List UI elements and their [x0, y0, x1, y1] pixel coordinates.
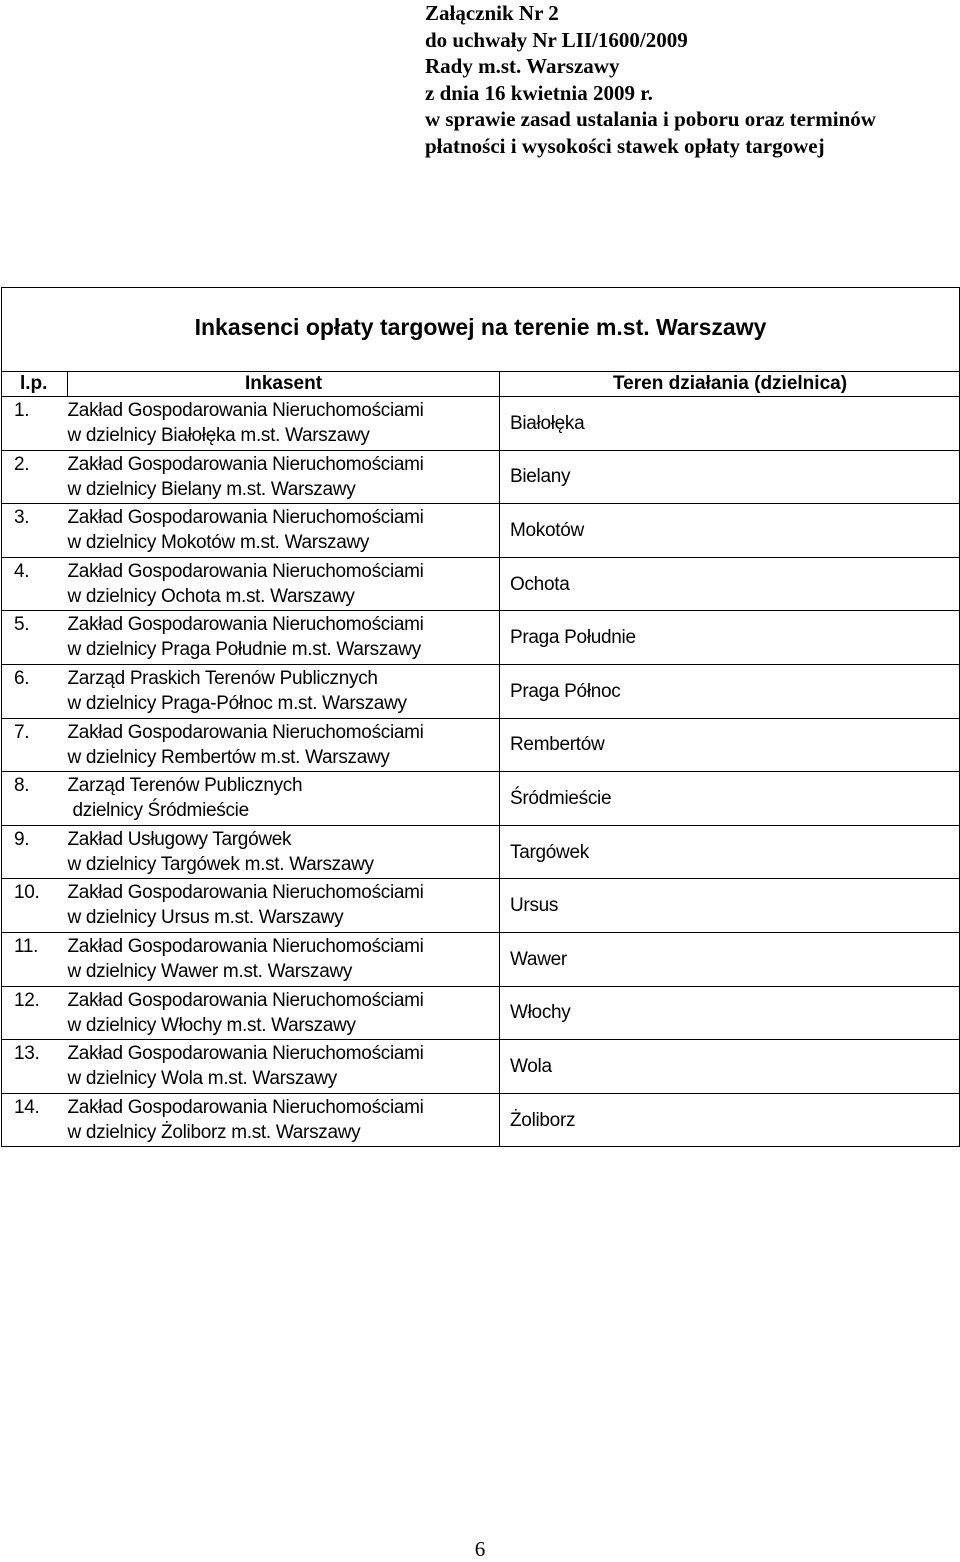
- table-title-row: [2, 288, 960, 372]
- table-row: [2, 504, 960, 558]
- table-row: [2, 557, 960, 611]
- row-number: 7.: [2, 718, 68, 772]
- column-header-teren: Teren działania (dzielnica): [500, 372, 960, 397]
- header-line: płatności i wysokości stawek opłaty targowej: [425, 133, 825, 158]
- header-line: Załącznik Nr 2: [425, 1, 559, 25]
- table-row: [2, 611, 960, 665]
- row-inkasent: [68, 1040, 500, 1094]
- row-teren: Wawer: [500, 932, 960, 986]
- row-number: 8.: [2, 772, 68, 826]
- table-header-row: [2, 372, 960, 397]
- inkasent-name-line: Zarząd Terenów Publicznych: [67, 775, 303, 797]
- header-line: Rady m.st. Warszawy: [425, 54, 620, 78]
- row-teren: Praga Północ: [500, 664, 960, 718]
- row-number: 13.: [2, 1040, 68, 1094]
- inkasent-district-line: w dzielnicy Bielany m.st. Warszawy: [67, 478, 356, 500]
- row-number: 5.: [2, 611, 68, 665]
- inkasent-name-line: Zakład Usługowy Targówek: [67, 828, 292, 850]
- row-inkasent: [68, 932, 500, 986]
- inkasent-name-line: Zarząd Praskich Terenów Publicznych: [67, 667, 378, 689]
- row-inkasent: [68, 772, 500, 826]
- row-number: 9.: [2, 825, 68, 879]
- row-teren: Włochy: [500, 986, 960, 1040]
- row-inkasent: [68, 986, 500, 1040]
- inkasent-name-line: Zakład Gospodarowania Nieruchomościami: [67, 935, 424, 957]
- inkasent-district-line: w dzielnicy Praga Południe m.st. Warszawy: [67, 639, 421, 661]
- row-inkasent: [68, 664, 500, 718]
- column-header-inkasent: Inkasent: [68, 372, 500, 397]
- table-row: [2, 1093, 960, 1147]
- table-title-cell: [2, 288, 960, 372]
- inkasent-name-line: Zakład Gospodarowania Nieruchomościami: [67, 400, 424, 421]
- table-row: [2, 986, 960, 1040]
- table-row: [2, 879, 960, 933]
- table-row: [2, 1040, 960, 1094]
- inkasent-district-line: w dzielnicy Wawer m.st. Warszawy: [67, 960, 353, 982]
- row-number: 4.: [2, 557, 68, 611]
- row-teren: Ochota: [500, 557, 960, 611]
- inkasent-district-line: w dzielnicy Ursus m.st. Warszawy: [67, 907, 344, 929]
- row-inkasent: [68, 557, 500, 611]
- inkasent-district-line: w dzielnicy Targówek m.st. Warszawy: [67, 853, 374, 875]
- row-inkasent: [68, 879, 500, 933]
- row-inkasent: [68, 450, 500, 504]
- row-teren: Bielany: [500, 450, 960, 504]
- inkasent-district-line: w dzielnicy Żoliborz m.st. Warszawy: [67, 1121, 361, 1143]
- header-line: do uchwały Nr LII/1600/2009: [425, 27, 688, 52]
- inkasent-district-line: w dzielnicy Białołęka m.st. Warszawy: [67, 425, 370, 446]
- row-number: 6.: [2, 664, 68, 718]
- inkasent-name-line: Zakład Gospodarowania Nieruchomościami: [67, 453, 424, 475]
- inkasent-district-line: w dzielnicy Praga-Północ m.st. Warszawy: [67, 692, 407, 714]
- table-row: [2, 825, 960, 879]
- header-line: z dnia 16 kwietnia 2009 r.: [425, 80, 653, 105]
- document-header: [425, 0, 876, 159]
- page-number: 6: [474, 1537, 486, 1561]
- row-number: 14.: [2, 1093, 68, 1147]
- row-inkasent: [68, 504, 500, 558]
- row-inkasent: [68, 718, 500, 772]
- row-number: 12.: [2, 986, 68, 1040]
- row-number: 11.: [2, 932, 68, 986]
- row-teren: Rembertów: [500, 718, 960, 772]
- inkasent-district-line: dzielnicy Śródmieście: [67, 800, 249, 822]
- inkasent-name-line: Zakład Gospodarowania Nieruchomościami: [67, 989, 424, 1011]
- row-inkasent: [68, 397, 500, 451]
- inkasent-name-line: Zakład Gospodarowania Nieruchomościami: [67, 882, 424, 904]
- inkasent-name-line: Zakład Gospodarowania Nieruchomościami: [67, 1043, 424, 1065]
- row-teren: Mokotów: [500, 504, 960, 558]
- row-teren: Śródmieście: [500, 772, 960, 826]
- row-teren: Praga Południe: [500, 611, 960, 665]
- table-row: [2, 397, 960, 451]
- table-row: [2, 772, 960, 826]
- inkasent-name-line: Zakład Gospodarowania Nieruchomościami: [67, 614, 424, 636]
- inkasent-district-line: w dzielnicy Ochota m.st. Warszawy: [67, 585, 355, 607]
- inkasent-district-line: w dzielnicy Mokotów m.st. Warszawy: [67, 532, 370, 554]
- table-row: [2, 664, 960, 718]
- row-number: 10.: [2, 879, 68, 933]
- inkasent-district-line: w dzielnicy Rembertów m.st. Warszawy: [67, 746, 390, 768]
- row-inkasent: [68, 825, 500, 879]
- row-teren: Targówek: [500, 825, 960, 879]
- row-number: 2.: [2, 450, 68, 504]
- row-number: 3.: [2, 504, 68, 558]
- inkasent-name-line: Zakład Gospodarowania Nieruchomościami: [67, 721, 424, 743]
- table-title: Inkasenci opłaty targowej na terenie m.st. Warszawy: [194, 314, 767, 340]
- column-header-lp: l.p.: [2, 372, 68, 397]
- collectors-table: [1, 287, 960, 1147]
- header-line: w sprawie zasad ustalania i poboru oraz terminów: [425, 107, 876, 131]
- row-inkasent: [68, 1093, 500, 1147]
- row-number: 1.: [2, 397, 68, 451]
- inkasent-name-line: Zakład Gospodarowania Nieruchomościami: [67, 560, 424, 582]
- row-teren: Żoliborz: [500, 1093, 960, 1147]
- table-row: [2, 450, 960, 504]
- row-inkasent: [68, 611, 500, 665]
- row-teren: Białołęka: [500, 397, 960, 451]
- inkasent-district-line: w dzielnicy Wola m.st. Warszawy: [67, 1068, 337, 1090]
- inkasent-name-line: Zakład Gospodarowania Nieruchomościami: [67, 1096, 424, 1118]
- inkasent-name-line: Zakład Gospodarowania Nieruchomościami: [67, 507, 424, 529]
- row-teren: Wola: [500, 1040, 960, 1094]
- inkasent-district-line: w dzielnicy Włochy m.st. Warszawy: [67, 1014, 356, 1036]
- row-teren: Ursus: [500, 879, 960, 933]
- table-row: [2, 932, 960, 986]
- table-row: [2, 718, 960, 772]
